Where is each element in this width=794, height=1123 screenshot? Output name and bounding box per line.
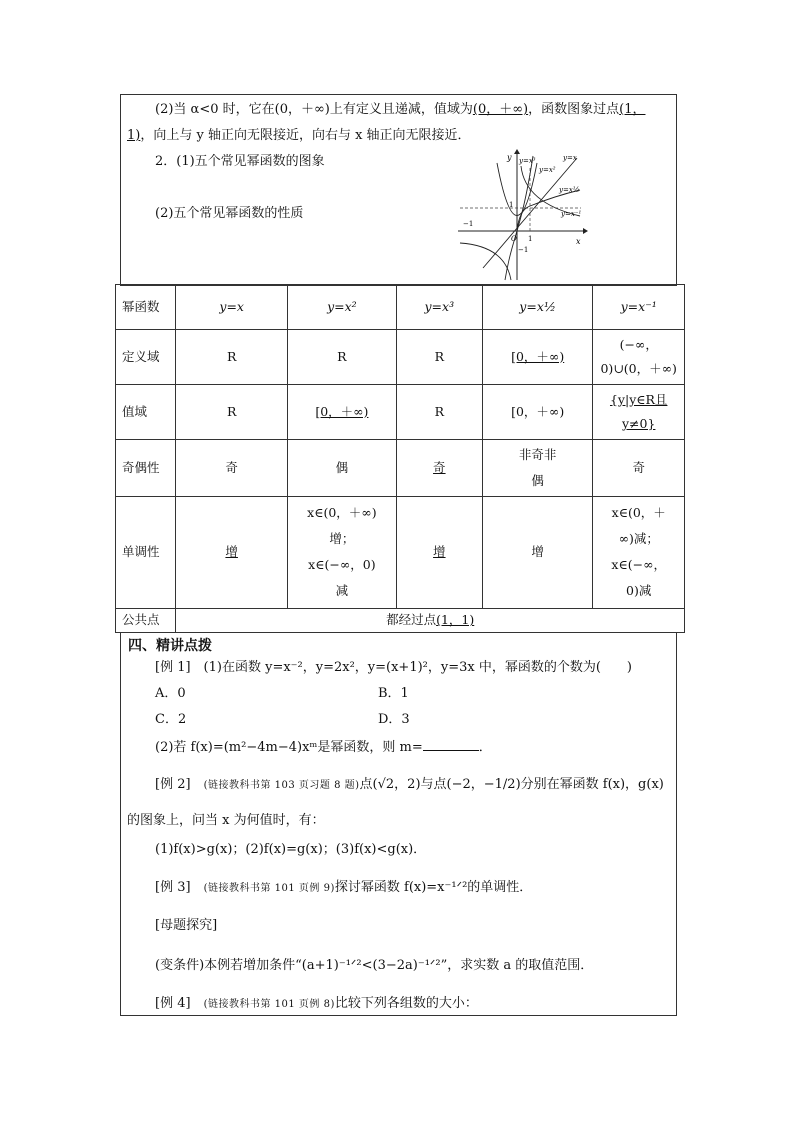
table-header: y=x³	[396, 285, 482, 330]
table-row	[116, 608, 685, 632]
table-cell: 奇	[396, 439, 482, 496]
label-sqrt: y=x½	[559, 186, 580, 194]
table-cell: 增	[396, 496, 482, 608]
tick-y-1: 1	[509, 201, 514, 209]
table-cell: [0，＋∞)	[482, 329, 593, 384]
table-cell: 增	[482, 496, 593, 608]
table-cell: 奇	[593, 439, 685, 496]
curve-y-x3	[505, 156, 533, 280]
x-axis-label: x	[576, 237, 581, 246]
table-cell: R	[396, 384, 482, 439]
example-2: [例 2] (链接教科书第 103 页习题 8 题)点(√2，2)与点(−2，−1/2)分别在幂函数 f(x)，g(x)	[155, 777, 664, 792]
row-label: 单调性	[116, 496, 176, 608]
table-row	[116, 439, 685, 496]
tick-y-neg1: −1	[518, 246, 529, 254]
top-box	[120, 94, 677, 286]
label-inv: y=x⁻¹	[561, 210, 582, 218]
table-cell: R	[288, 329, 397, 384]
origin-label: O	[511, 235, 517, 243]
table-cell: 奇	[176, 439, 288, 496]
y-axis-label: y	[507, 153, 512, 162]
table-cell: {y|y∈R且 y≠0}	[593, 384, 685, 439]
example-1-part-2: (2)若 f(x)=(m²−4m−4)xᵐ是幂函数，则 m= ．	[155, 740, 492, 755]
table-cell: 非奇非偶	[482, 439, 593, 496]
example-1-part-1: [例 1] (1)在函数 y=x⁻²，y=2x²，y=(x+1)²，y=3x 中，幂函数的个数为( )	[155, 660, 632, 675]
table-cell: [0，＋∞)	[288, 384, 397, 439]
text-line-1: (2)当 α<0 时，它在(0，＋∞)上有定义且递减，值域为(0，＋∞)，函数图象过点(1，	[155, 102, 646, 117]
tick-x-neg1: −1	[463, 220, 474, 228]
table-cell: 增	[176, 496, 288, 608]
example-3: [例 3] (链接教科书第 101 页例 9)探讨幂函数 f(x)=x⁻¹ᐟ²的单调性．	[155, 880, 533, 895]
example-2-line-3: (1)f(x)>g(x)；(2)f(x)=g(x)；(3)f(x)<g(x)．	[155, 842, 427, 857]
row-label: 定义域	[116, 329, 176, 384]
label-x2: y=x²	[539, 166, 556, 174]
row-label: 公共点	[116, 608, 176, 632]
table-cell: [0，＋∞)	[482, 384, 593, 439]
section-title: 四、精讲点拨	[128, 638, 212, 654]
text-line-2: 1)，向上与 y 轴正向无限接近，向右与 x 轴正向无限接近．	[127, 128, 471, 143]
example-2-line-2: 的图象上，问当 x 为何值时，有：	[127, 813, 325, 828]
table-cell-common: 都经过点(1，1)	[176, 608, 685, 632]
table-cell: R	[396, 329, 482, 384]
table-header: 幂函数	[116, 285, 176, 330]
table-row	[116, 285, 685, 330]
label-x3: y=x³	[519, 157, 536, 165]
text-line-4: (2)五个常见幂函数的性质	[155, 206, 304, 221]
table-cell: x∈(0，＋∞)增；x∈(−∞，0)减	[288, 496, 397, 608]
table-row	[116, 329, 685, 384]
table-header: y=x⁻¹	[593, 285, 685, 330]
table-row	[116, 384, 685, 439]
text-line-3: 2．(1)五个常见幂函数的图象	[155, 154, 325, 169]
curve-y-inv-neg	[460, 243, 511, 280]
option-d: D．3	[378, 712, 410, 727]
option-b: B．1	[378, 686, 409, 701]
answer-blank	[423, 738, 479, 751]
table-cell: (−∞，0)∪(0，＋∞)	[593, 329, 685, 384]
power-function-graph	[455, 148, 590, 283]
table-cell: R	[176, 384, 288, 439]
option-a: A．0	[155, 686, 186, 701]
table-header: y=x	[176, 285, 288, 330]
table-cell: 偶	[288, 439, 397, 496]
table-header: y=x½	[482, 285, 593, 330]
table-cell: x∈(0，＋∞)减；x∈(−∞，0)减	[593, 496, 685, 608]
table-header: y=x²	[288, 285, 397, 330]
example-4: [例 4] (链接教科书第 101 页例 8)比较下列各组数的大小：	[155, 996, 478, 1011]
mother-problem-heading: [母题探究]	[155, 918, 218, 933]
option-c: C．2	[155, 712, 187, 727]
table-row	[116, 496, 685, 608]
power-function-table	[115, 284, 685, 633]
row-label: 奇偶性	[116, 439, 176, 496]
variant-condition: (变条件)本例若增加条件“(a+1)⁻¹ᐟ²<(3−2a)⁻¹ᐟ²”，求实数 a 的取值范围．	[155, 958, 594, 973]
tick-x-1: 1	[528, 235, 533, 243]
label-x: y=x	[563, 154, 577, 162]
table-cell: R	[176, 329, 288, 384]
row-label: 值域	[116, 384, 176, 439]
